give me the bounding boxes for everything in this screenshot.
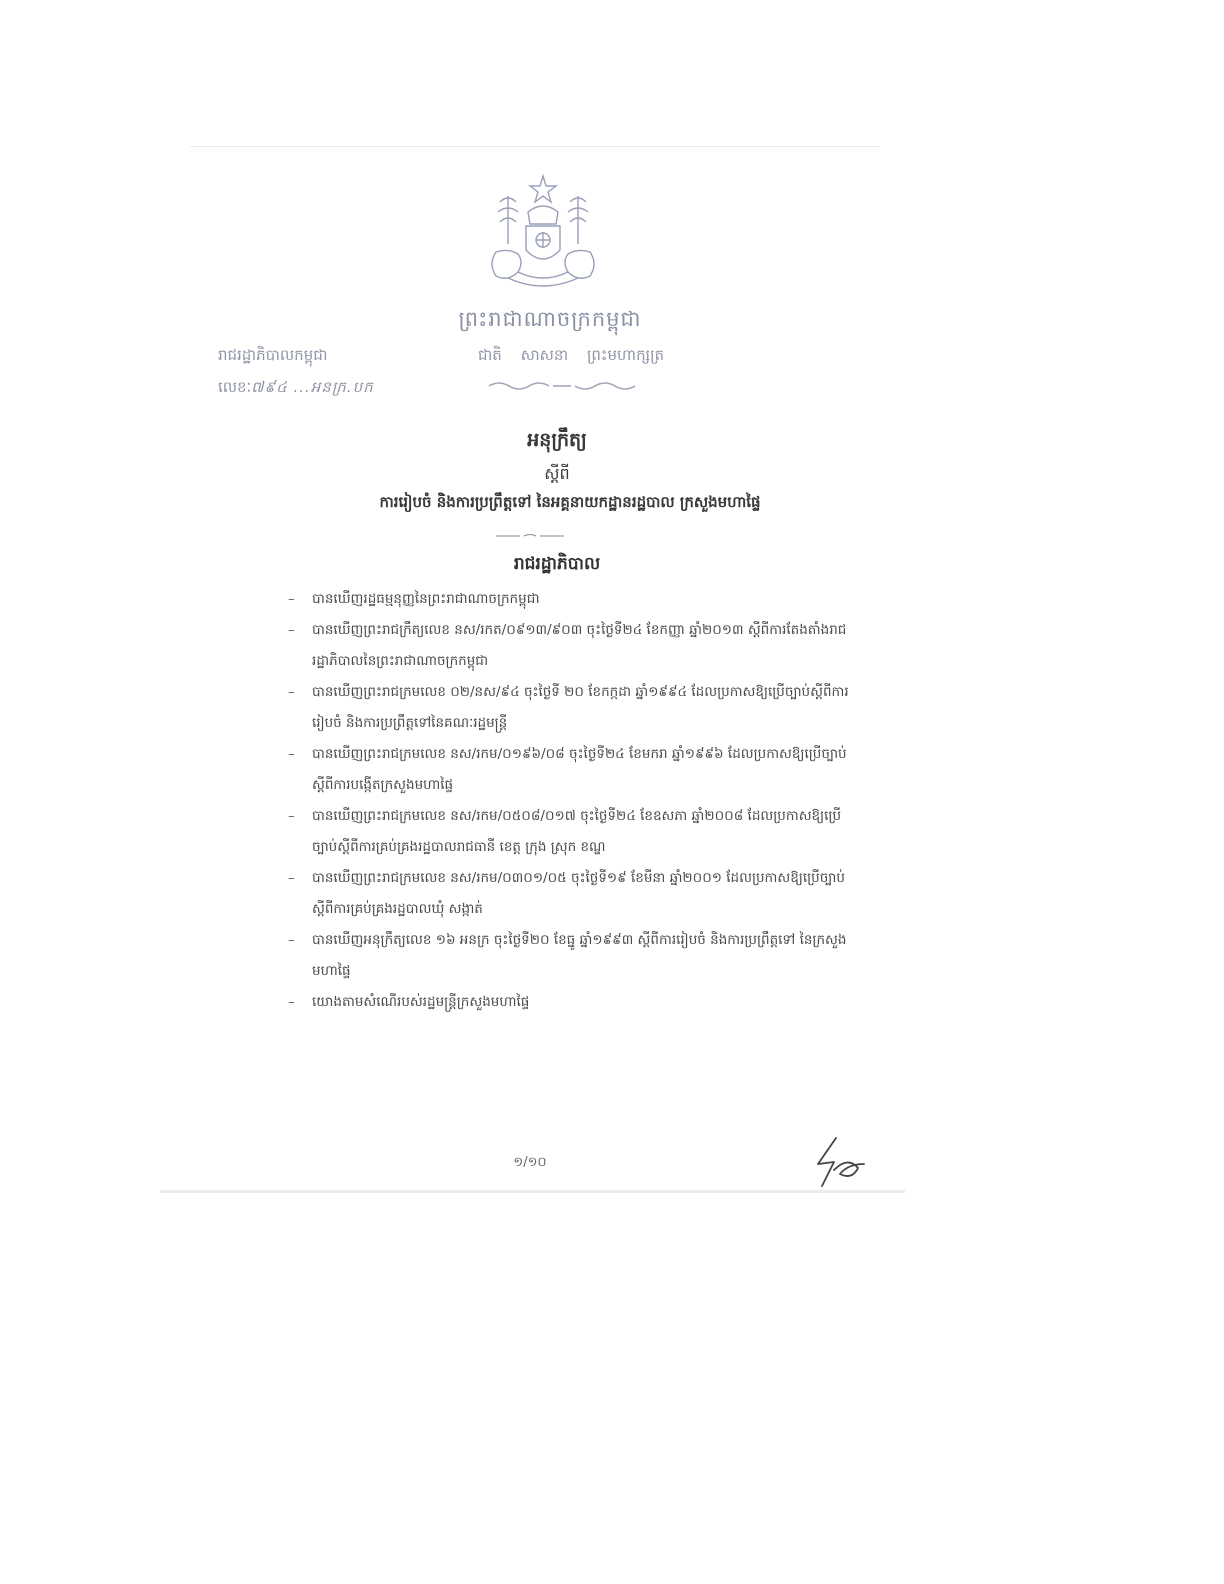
page-number: ១/១០ bbox=[513, 1155, 547, 1170]
recital-text: បានឃើញអនុក្រឹត្យលេខ ១៦ អនក្រ ចុះថ្ងៃទី២០ ខែធ្នូ ឆ្នាំ១៩៩៣ ស្ដីពីការរៀបចំ និងការប្រព្រឹត្តទៅ នៃក្រសួងមហាផ្ទៃ bbox=[312, 932, 847, 979]
document-type-title: អនុក្រឹត្យ bbox=[527, 429, 587, 451]
list-dash: – bbox=[288, 994, 295, 1010]
recital-text: បានឃើញរដ្ឋធម្មនុញ្ញនៃព្រះរាជាណាចក្រកម្ពុជា bbox=[312, 591, 540, 607]
document-subject: ការរៀបចំ និងការប្រព្រឹត្តទៅ នៃអគ្គនាយកដ្ឋានរដ្ឋបាល ក្រសួងមហាផ្ទៃ bbox=[379, 493, 761, 511]
signature-initials bbox=[808, 1134, 870, 1192]
recital-text: យោងតាមសំណើរបស់រដ្ឋមន្ត្រីក្រសួងមហាផ្ទៃ bbox=[312, 994, 530, 1010]
scan-edge-bottom bbox=[160, 1190, 905, 1193]
list-item bbox=[288, 677, 853, 739]
list-dash: – bbox=[288, 870, 295, 886]
list-dash: – bbox=[288, 932, 295, 948]
government-label: រាជរដ្ឋាភិបាលកម្ពុជា bbox=[218, 346, 328, 364]
reference-number bbox=[218, 378, 374, 400]
national-motto: ជាតិ សាសនា ព្រះមហាក្សត្រ bbox=[478, 346, 665, 364]
list-item bbox=[288, 801, 853, 863]
issuing-authority: រាជរដ្ឋាភិបាល bbox=[513, 554, 601, 574]
royal-coat-of-arms-icon bbox=[478, 172, 608, 294]
list-item bbox=[288, 739, 853, 801]
motto-ornament-icon bbox=[487, 380, 637, 392]
kingdom-heading: ព្រះរាជាណាចក្រកម្ពុជា bbox=[458, 307, 642, 331]
recital-text: បានឃើញព្រះរាជក្រមលេខ ០២/នស/៩៤ ចុះថ្ងៃទី ២០ ខែកក្កដា ឆ្នាំ១៩៩៤ ដែលប្រកាសឱ្យប្រើច្បាប់ស្ដីពីការរៀបចំ និងការប្រព្រឹត្តទៅនៃគណៈរដ្ឋមន្ត្រី bbox=[312, 684, 849, 731]
about-label: ស្ដីពី bbox=[544, 464, 570, 483]
recitals-list bbox=[288, 584, 853, 1018]
list-item bbox=[288, 584, 853, 615]
title-divider bbox=[496, 533, 564, 539]
list-item bbox=[288, 987, 853, 1018]
reference-value: ៧៩៤ ...អនក្រ.បក bbox=[251, 378, 374, 396]
list-item bbox=[288, 615, 853, 677]
recital-text: បានឃើញព្រះរាជក្រមលេខ នស/រកម/០៥០៨/០១៧ ចុះថ្ងៃទី២៤ ខែឧសភា ឆ្នាំ២០០៨ ដែលប្រកាសឱ្យប្រើច្បាប់ស្ដីពីការគ្រប់គ្រងរដ្ឋបាលរាជធានី ខេត្ត ក្រុង ស្រុក ខណ្ឌ bbox=[312, 808, 842, 855]
list-item bbox=[288, 925, 853, 987]
list-dash: – bbox=[288, 622, 295, 638]
scan-edge-top bbox=[190, 146, 880, 147]
recital-text: បានឃើញព្រះរាជក្រមលេខ នស/រកម/០៣០១/០៥ ចុះថ្ងៃទី១៩ ខែមីនា ឆ្នាំ២០០១ ដែលប្រកាសឱ្យប្រើច្បាប់ស្ដីពីការគ្រប់គ្រងរដ្ឋបាលឃុំ សង្កាត់ bbox=[312, 870, 845, 917]
list-dash: – bbox=[288, 746, 295, 762]
recital-text: បានឃើញព្រះរាជក្រមលេខ នស/រកម/០១៩៦/០៨ ចុះថ្ងៃទី២៤ ខែមករា ឆ្នាំ១៩៩៦ ដែលប្រកាសឱ្យប្រើច្បាប់ស្ដីពីការបង្កើតក្រសួងមហាផ្ទៃ bbox=[312, 746, 847, 793]
list-dash: – bbox=[288, 591, 295, 607]
list-dash: – bbox=[288, 808, 295, 824]
reference-label: លេខៈ bbox=[218, 378, 252, 396]
recital-text: បានឃើញព្រះរាជក្រឹត្យលេខ នស/រកត/០៩១៣/៩០៣ ចុះថ្ងៃទី២៤ ខែកញ្ញា ឆ្នាំ២០១៣ ស្ដីពីការតែងតាំងរាជរដ្ឋាភិបាលនៃព្រះរាជាណាចក្រកម្ពុជា bbox=[312, 622, 847, 669]
list-dash: – bbox=[288, 684, 295, 700]
list-item bbox=[288, 863, 853, 925]
